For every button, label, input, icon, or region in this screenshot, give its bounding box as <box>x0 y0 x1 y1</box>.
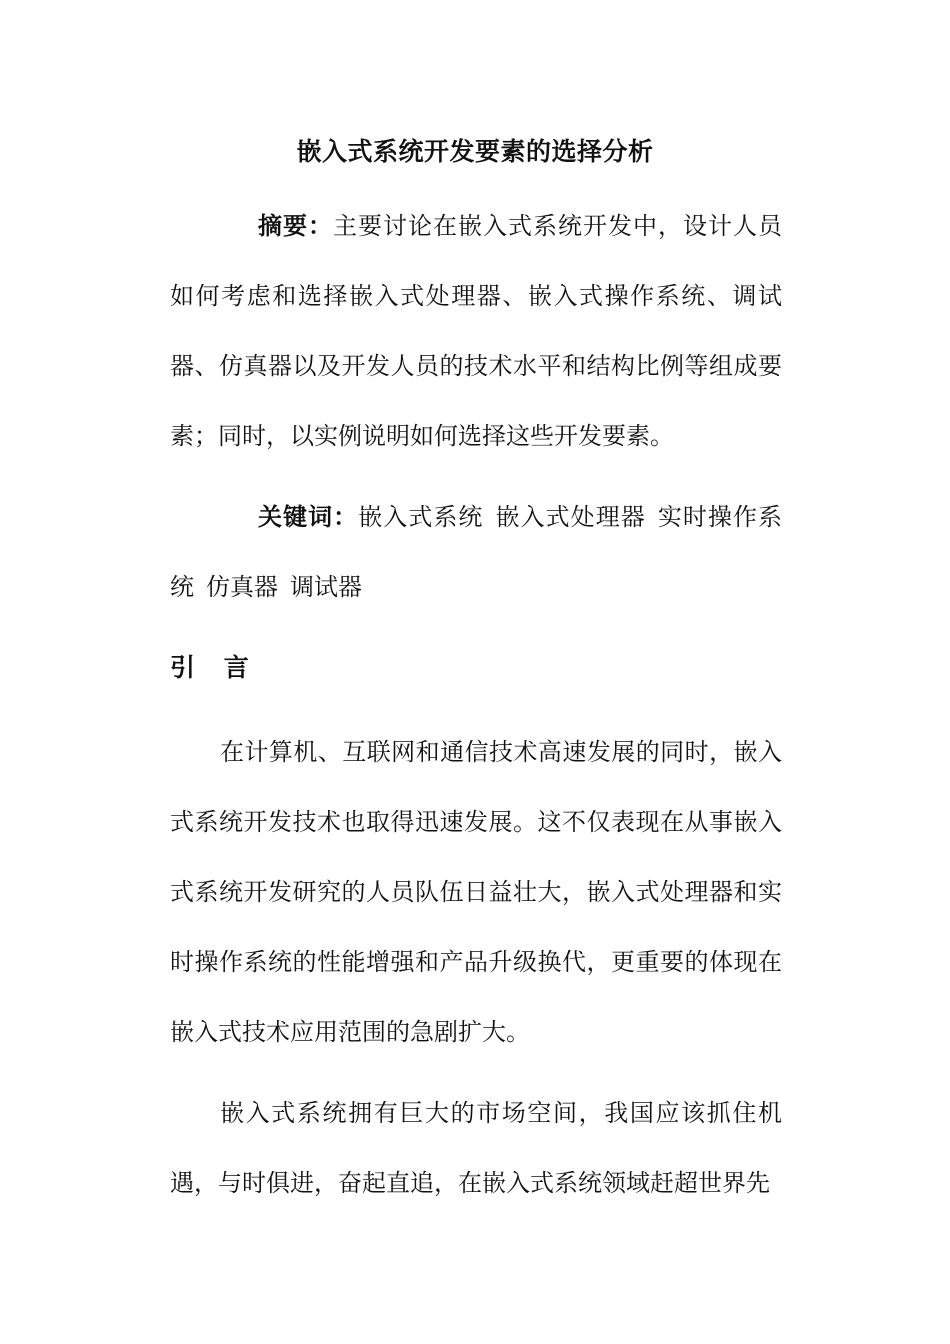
abstract-paragraph <box>170 191 782 471</box>
keyword: 嵌入式系统 <box>358 503 484 531</box>
body-paragraph: 嵌入式系统拥有巨大的市场空间，我国应该抓住机遇，与时俱进，奋起直追，在嵌入式系统领域赶超世界先 <box>170 1099 782 1197</box>
abstract-text: 主要讨论在嵌入式系统开发中，设计人员如何考虑和选择嵌入式处理器、嵌入式操作系统、调试器、仿真器以及开发人员的技术水平和结构比例等组成要素；同时，以实例说明如何选择这些开发要素。 <box>170 212 782 450</box>
keyword: 仿真器 <box>206 573 278 601</box>
document-title: 嵌入式系统开发要素的选择分析 <box>296 137 654 166</box>
body-paragraph: 在计算机、互联网和通信技术高速发展的同时，嵌入式系统开发技术也取得迅速发展。这不仅表现在从事嵌入式系统开发研究的人员队伍日益壮大，嵌入式处理器和实时操作系统的性能增强和产品升级换代，更重要的体现在嵌入式技术应用范围的急剧扩大。 <box>170 738 782 1046</box>
keywords-label: 关键词： <box>258 502 359 531</box>
keyword: 嵌入式处理器 <box>495 503 646 531</box>
keyword: 实时操作系统 <box>170 503 783 601</box>
section-heading: 引 言 <box>170 653 259 682</box>
abstract-label: 摘要： <box>258 211 333 240</box>
keyword: 调试器 <box>290 573 362 601</box>
keywords-paragraph <box>170 482 782 622</box>
